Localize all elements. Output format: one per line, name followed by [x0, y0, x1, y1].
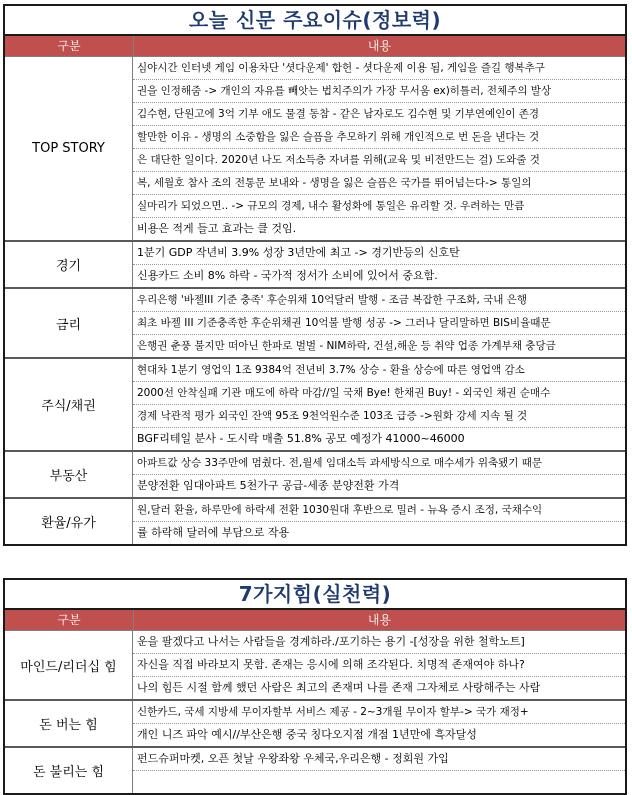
- table-row: [5, 57, 625, 242]
- row-category: 돈 버는 힘: [5, 701, 133, 746]
- table-row: [5, 452, 625, 499]
- row-content: [133, 289, 625, 357]
- row-content: [133, 748, 625, 793]
- row-content: [133, 631, 625, 699]
- row-category: 부동산: [5, 452, 133, 497]
- seven-powers-rows: [5, 631, 625, 793]
- content-line: 2000선 안착실패 기관 매도에 하락 마감//일 국채 Bye! 한채권 Buy! - 외국인 채권 순매수: [133, 382, 625, 405]
- header-category: 구분: [5, 610, 134, 630]
- content-line: 비용은 적게 들고 효과는 클 것임.: [137, 222, 297, 235]
- issues-rows: [5, 57, 625, 544]
- header-content: 내용: [367, 613, 392, 627]
- content-line: BGF리테일 분사 - 도시락 매출 51.8% 공모 예정가 41000~46000: [137, 432, 465, 445]
- content-line: 률 하락해 달러에 부담으로 작용: [137, 526, 290, 539]
- seven-powers-title: 7가지힘(실천력): [5, 580, 625, 610]
- row-content: [133, 452, 625, 497]
- row-category: TOP STORY: [5, 57, 133, 240]
- content-line: 은 대단한 일이다. 2020년 나도 저소득층 자녀를 위해(교육 및 비전만드는 걸) 도와줄 것: [133, 149, 625, 172]
- content-line: 심야시간 인터넷 게임 이용차단 '셧다운제' 합헌 - 셧다운제 이용 됨, 게임을 즐길 행복추구: [133, 57, 625, 80]
- issues-table: [3, 4, 627, 546]
- row-category: 경기: [5, 242, 133, 287]
- header-content: 내용: [367, 39, 392, 53]
- row-category: 환율/유가: [5, 499, 133, 544]
- content-line: 현대차 1분기 영업익 1조 9384억 전년비 3.7% 상승 - 환율 상승에 따른 영업액 감소: [133, 359, 625, 382]
- content-line: 권을 인정해줌 -> 개인의 자유를 빼앗는 법치주의가 가장 무서움 ex)히틀러, 전체주의 발상: [133, 80, 625, 103]
- row-content: [133, 701, 625, 746]
- row-content: [133, 499, 625, 544]
- row-content: [133, 242, 625, 287]
- content-line: 우리은행 '바젤III 기준 충족' 후순위채 10억달러 발행 - 조금 복잡한 구조화, 국내 은행: [133, 289, 625, 312]
- table-row: [5, 289, 625, 359]
- content-line: 할만한 이유 - 생명의 소중함을 잃은 슬픔을 추모하기 위해 개인적으로 번 돈을 낸다는 것: [133, 126, 625, 149]
- content-line: 펀드슈퍼마켓, 오픈 첫날 우왕좌왕 우체국,우리은행 - 정회원 가입: [133, 748, 625, 771]
- seven-powers-table: [3, 578, 627, 795]
- table-row: [5, 701, 625, 748]
- content-line: 김수현, 단원고에 3억 기부 애도 물결 동참 - 같은 남자로도 김수현 및 기부연예인이 존경: [133, 103, 625, 126]
- table-row: [5, 359, 625, 452]
- content-line: 신한카드, 국세 지방세 무이자할부 서비스 제공 - 2~3개월 무이자 할부-> 국가 재정+: [133, 701, 625, 724]
- row-category: 마인드/리더십 힘: [5, 631, 133, 699]
- content-line: 아파트값 상승 33주만에 멈췄다. 전,월세 임대소득 과세방식으로 매수세가 위축됐기 때문: [133, 452, 625, 475]
- issues-title: 오늘 신문 주요이슈(정보력): [5, 6, 625, 36]
- issues-header: [5, 36, 625, 57]
- content-line: 개인 니즈 파악 예시//부산은행 중국 칭다오지점 개점 1년만에 흑자달성: [137, 728, 477, 741]
- header-category: 구분: [5, 36, 134, 56]
- content-line: 운을 팔겠다고 나서는 사람들을 경계하라./포기하는 용기 -[성장을 위한 철학노트]: [133, 631, 625, 654]
- content-line: 경제 낙관적 평가 외국인 잔액 95조 9천억원수준 103조 급증 ->원화 강세 지속 될 것: [133, 405, 625, 428]
- content-line: 1분기 GDP 작년비 3.9% 성장 3년만에 최고 -> 경기반등의 신호탄: [133, 242, 625, 265]
- row-category: 돈 불리는 힘: [5, 748, 133, 793]
- row-category: 주식/채권: [5, 359, 133, 450]
- content-line: 분양전환 임대아파트 5천가구 공급-세종 분양전환 가격: [137, 479, 400, 492]
- content-line: 실마리가 되었으면.. -> 규모의 경제, 내수 활성화에 통일은 유리할 것. 우려하는 만큼: [133, 195, 625, 218]
- seven-powers-header: [5, 610, 625, 631]
- table-row: [5, 748, 625, 793]
- content-line: 최초 바젤 III 기준충족한 후순위채권 10억불 발행 성공 -> 그러나 달리말하면 BIS비율때문: [133, 312, 625, 335]
- row-content: [133, 359, 625, 450]
- content-line: 원,달러 환율, 하루만에 하락세 전환 1030원대 후반으로 밀려 - 뉴욕 증시 조정, 국채수익: [133, 499, 625, 522]
- content-line: 자신을 직접 바라보지 못함. 존재는 응시에 의해 조각된다. 치명적 존재여야 하나?: [133, 654, 625, 677]
- row-category: 금리: [5, 289, 133, 357]
- content-line: [133, 771, 625, 793]
- content-line: 신용카드 소비 8% 하락 - 국가적 정서가 소비에 있어서 중요함.: [137, 269, 438, 282]
- content-line: 복, 세월호 참사 조의 전통문 보내와 - 생명을 잃은 슬픔은 국가를 뛰어넘는다-> 통일의: [133, 172, 625, 195]
- table-row: [5, 499, 625, 544]
- row-content: [133, 57, 625, 240]
- table-row: [5, 631, 625, 701]
- content-line: 은행권 춘풍 불지만 떠아닌 한파로 벌벌 - NIM하락, 건설,해운 등 취약 업종 가계부채 충당금: [137, 340, 556, 352]
- table-row: [5, 242, 625, 289]
- content-line: 나의 힘든 시절 함께 했던 사람은 최고의 존재며 나를 존재 그자체로 사랑해주는 사람: [137, 681, 541, 694]
